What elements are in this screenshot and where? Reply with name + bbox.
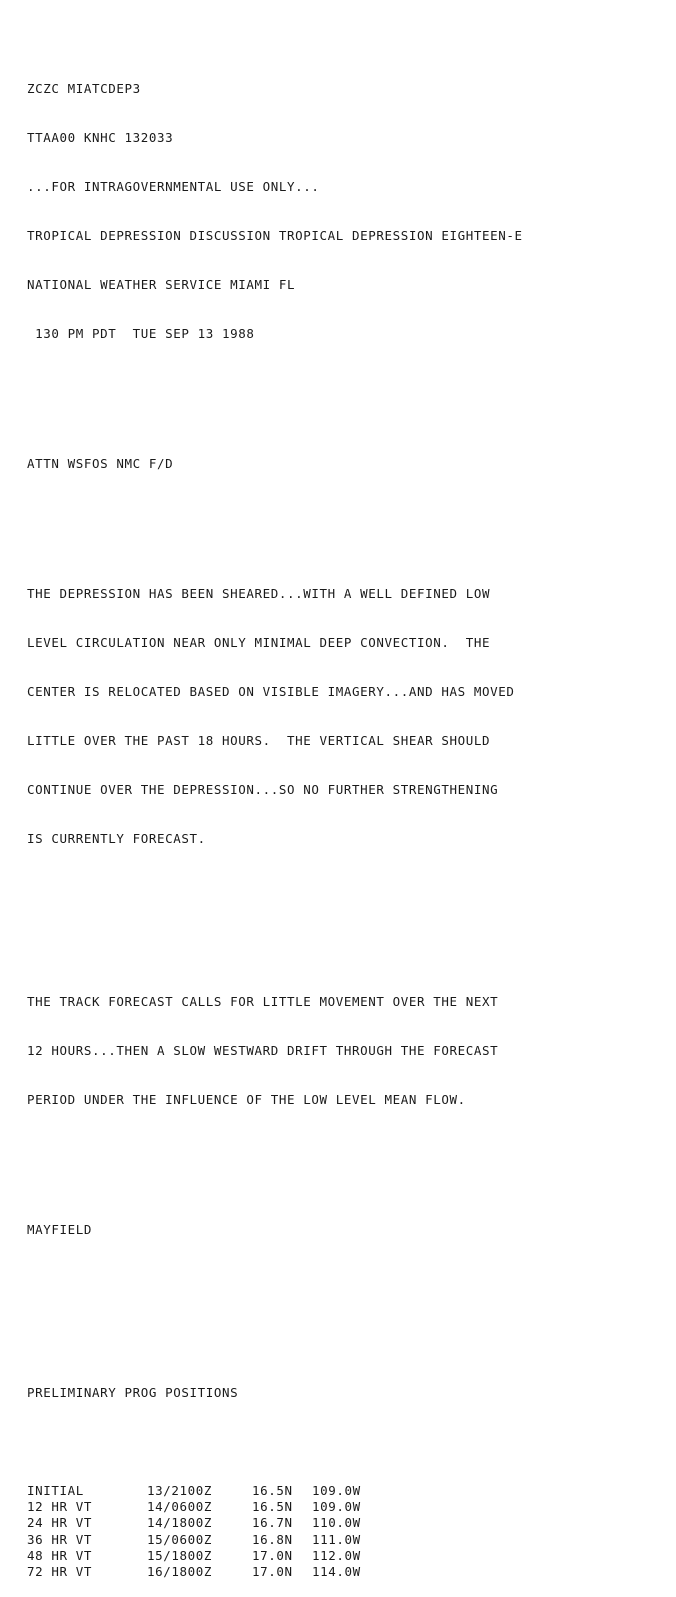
position-label: 24 HR VT <box>27 1515 93 1531</box>
position-lon: 110.0W <box>312 1515 361 1531</box>
discussion-paragraph-2 <box>27 961 667 1140</box>
position-lon: 111.0W <box>312 1531 361 1547</box>
header-line: TROPICAL DEPRESSION DISCUSSION TROPICAL DEPRESSION EIGHTEEN-E <box>27 227 523 243</box>
position-label: 72 HR VT <box>27 1564 93 1580</box>
table-row <box>27 1483 382 1499</box>
discussion-document <box>27 16 667 1597</box>
position-lon: 109.0W <box>312 1499 361 1515</box>
position-time: 15/0600Z <box>147 1531 213 1547</box>
position-time: 14/1800Z <box>147 1515 213 1531</box>
position-lat: 16.7N <box>252 1515 293 1531</box>
position-lat: 17.0N <box>252 1564 293 1580</box>
position-label: 36 HR VT <box>27 1531 93 1547</box>
positions-table <box>27 1483 382 1581</box>
table-row <box>27 1548 382 1564</box>
header-line: NATIONAL WEATHER SERVICE MIAMI FL <box>27 276 296 292</box>
paragraph-line: CONTINUE OVER THE DEPRESSION...SO NO FURTHER STRENGTHENING <box>27 781 499 797</box>
table-row <box>27 1564 382 1580</box>
paragraph-line: PERIOD UNDER THE INFLUENCE OF THE LOW LEVEL MEAN FLOW. <box>27 1091 466 1107</box>
positions-title: PRELIMINARY PROG POSITIONS <box>27 1384 239 1400</box>
position-lat: 17.0N <box>252 1547 293 1563</box>
paragraph-line: LITTLE OVER THE PAST 18 HOURS. THE VERTICAL SHEAR SHOULD <box>27 733 491 749</box>
attention-line: ATTN WSFOS NMC F/D <box>27 456 174 472</box>
paragraph-line: 12 HOURS...THEN A SLOW WESTWARD DRIFT THROUGH THE FORECAST <box>27 1042 499 1058</box>
discussion-paragraph-1 <box>27 554 667 880</box>
position-time: 13/2100Z <box>147 1482 213 1498</box>
paragraph-line: IS CURRENTLY FORECAST. <box>27 830 206 846</box>
position-time: 15/1800Z <box>147 1547 213 1563</box>
forecaster-signature: MAYFIELD <box>27 1221 93 1237</box>
paragraph-line: CENTER IS RELOCATED BASED ON VISIBLE IMAGERY...AND HAS MOVED <box>27 684 515 700</box>
position-lon: 109.0W <box>312 1482 361 1498</box>
table-row <box>27 1532 382 1548</box>
position-time: 14/0600Z <box>147 1499 213 1515</box>
position-lat: 16.5N <box>252 1499 293 1515</box>
table-row <box>27 1515 382 1531</box>
position-label: INITIAL <box>27 1482 84 1498</box>
paragraph-line: THE TRACK FORECAST CALLS FOR LITTLE MOVEMENT OVER THE NEXT <box>27 993 499 1009</box>
bulletin-header <box>27 49 667 375</box>
position-lon: 114.0W <box>312 1564 361 1580</box>
position-lat: 16.8N <box>252 1531 293 1547</box>
position-time: 16/1800Z <box>147 1564 213 1580</box>
position-label: 48 HR VT <box>27 1547 93 1563</box>
position-lat: 16.5N <box>252 1482 293 1498</box>
position-lon: 112.0W <box>312 1547 361 1563</box>
table-row <box>27 1499 382 1515</box>
header-line: ...FOR INTRAGOVERNMENTAL USE ONLY... <box>27 178 320 194</box>
header-line: TTAA00 KNHC 132033 <box>27 130 174 146</box>
paragraph-line: THE DEPRESSION HAS BEEN SHEARED...WITH A WELL DEFINED LOW <box>27 586 491 602</box>
position-label: 12 HR VT <box>27 1499 93 1515</box>
header-line: ZCZC MIATCDEP3 <box>27 81 141 97</box>
paragraph-line: LEVEL CIRCULATION NEAR ONLY MINIMAL DEEP CONVECTION. THE <box>27 635 491 651</box>
header-line: 130 PM PDT TUE SEP 13 1988 <box>27 325 255 341</box>
